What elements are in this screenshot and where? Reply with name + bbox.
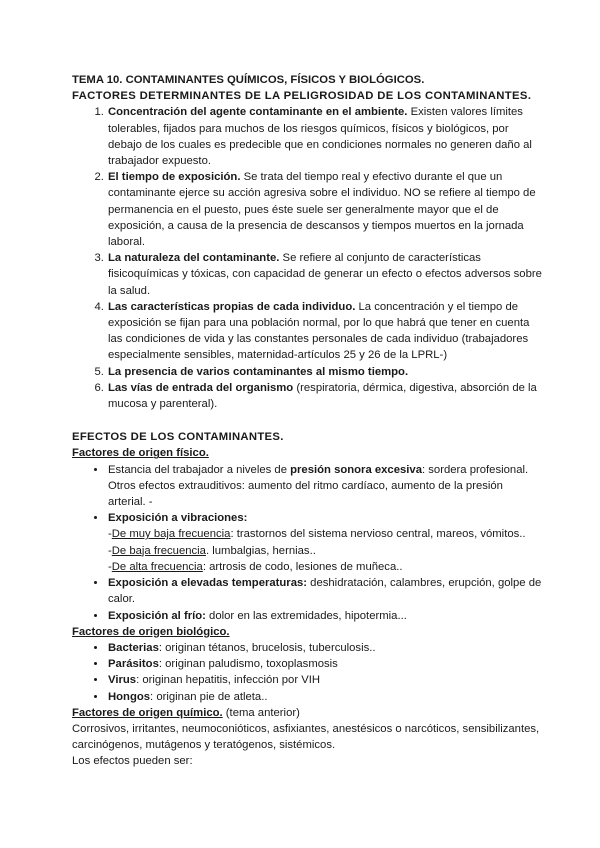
vibration-prefix: - [108, 528, 112, 541]
vibration-effects: : trastornos del sistema nervioso central, mareos, vómitos.. [230, 528, 526, 541]
factor-bold: Las vías de entrada del organismo [108, 381, 294, 394]
document-title: TEMA 10. CONTAMINANTES QUÍMICOS, FÍSICOS Y BIOLÓGICOS. [72, 74, 425, 86]
biological-item [107, 672, 542, 688]
noise-item [107, 462, 542, 511]
vibration-line [108, 526, 542, 542]
chemical-last-line: Los efectos pueden ser: [72, 755, 193, 768]
biological-item [107, 656, 542, 672]
biological-text: : originan paludismo, toxoplasmosis [158, 658, 338, 671]
biological-item [107, 689, 542, 705]
chemical-heading: Factores de origen químico. [72, 706, 223, 719]
cold-item [107, 608, 542, 624]
section-spacer [72, 412, 542, 429]
vibration-line [108, 559, 542, 575]
biological-text: : originan pie de atleta.. [150, 690, 268, 703]
vibrations-bold: Exposición a vibraciones: [108, 512, 248, 525]
biological-text: : originan tétanos, brucelosis, tuberculosis.. [158, 641, 376, 654]
biological-list [72, 640, 542, 705]
factor-item [107, 364, 542, 380]
factor-text: Se trata del tiempo real y efectivo durante el que un contaminante ejerce su acción agresiva sobre el individuo. NO se refiere al tiempo de permanencia en el puesto, pues éste suele ser generalmente mayor que el de exposición, a causa de la presencia de descansos y tiempos muertos en la jornada laboral. [108, 171, 536, 249]
cold-text: dolor en las extremidades, hipotermia... [205, 609, 407, 622]
biological-item [107, 640, 542, 656]
effects-heading: EFECTOS DE LOS CONTAMINANTES. [72, 431, 284, 444]
factor-item [107, 380, 542, 412]
heat-item [107, 575, 542, 607]
vibration-prefix: - [108, 544, 112, 557]
vibration-effects: : artrosis de codo, lesiones de muñeca.. [202, 560, 403, 573]
vibrations-item [107, 510, 542, 575]
document-subtitle: FACTORES DETERMINANTES DE LA PELIGROSIDAD DE LOS CONTAMINANTES. [72, 90, 532, 103]
factor-bold: Las características propias de cada individuo. [108, 300, 356, 313]
chemical-note: (tema anterior) [222, 706, 300, 719]
factor-text: (respiratoria, dérmica, digestiva, absorción de la mucosa y parenteral). [108, 381, 537, 411]
biological-bold: Bacterias [108, 641, 159, 654]
factor-text: Se refiere al conjunto de características fisicoquímicas y tóxicas, con capacidad de generar un efecto o efectos adversos sobre la salud. [108, 252, 542, 297]
factor-bold: La naturaleza del contaminante. [108, 252, 280, 265]
factor-bold: La presencia de varios contaminantes al mismo tiempo. [108, 365, 409, 378]
heat-bold: Exposición a elevadas temperaturas: [108, 577, 308, 590]
biological-bold: Virus [108, 674, 137, 687]
chemical-heading-line [72, 705, 542, 721]
noise-extra: Otros efectos extrauditivos: aumento del ritmo cardíaco, aumento de la presión arterial. - [108, 479, 503, 509]
vibration-line [108, 543, 542, 559]
biological-text: : originan hepatitis, infección por VIH [136, 674, 321, 687]
cold-bold: Exposición al frío: [108, 609, 206, 622]
factor-bold: Concentración del agente contaminante en el ambiente. [108, 106, 408, 119]
factor-bold: El tiempo de exposición. [108, 171, 241, 184]
document-page [72, 72, 542, 770]
heat-text: deshidratación, calambres, erupción, golpe de calor. [108, 577, 542, 606]
factor-item [107, 250, 542, 299]
noise-post: : sordera profesional. [422, 463, 529, 476]
factor-text: Existen valores límites tolerables, fijados para muchos de los riesgos químicos, físicos y biológicos, por debajo de los cuales es predecible que en condiciones normales no generen daño al trabajador expuesto. [108, 106, 532, 168]
physical-heading: Factores de origen físico. [72, 447, 209, 460]
noise-pre: Estancia del trabajador a niveles de [108, 463, 291, 476]
factor-item [107, 299, 542, 364]
vibration-frequency: De alta frecuencia [111, 560, 203, 573]
noise-bold: presión sonora excesiva [290, 463, 422, 476]
vibration-prefix: - [108, 560, 112, 573]
factor-item [107, 104, 542, 169]
vibration-frequency: De baja frecuencia [111, 544, 206, 557]
biological-heading: Factores de origen biológico. [72, 625, 230, 638]
factor-item [107, 169, 542, 250]
factor-text: La concentración y el tiempo de exposición se fijan para una población normal, por lo que habrá que tener en cuenta las condiciones de vida y las constantes personales de cada individuo (trabajadores especialmente sensibles, maternidad-artículos 25 y 26 de la LPRL-) [108, 300, 530, 362]
chemical-paragraph: Corrosivos, irritantes, neumoconióticos, asfixiantes, anestésicos o narcóticos, sensibilizantes, carcinógenos, mutágenos y teratógenos, sistémicos. [72, 722, 540, 752]
physical-list [72, 462, 542, 624]
vibration-frequency: De muy baja frecuencia [111, 528, 231, 541]
biological-bold: Hongos [108, 690, 151, 703]
factors-list [72, 104, 542, 412]
biological-bold: Parásitos [108, 658, 159, 671]
vibration-effects: . lumbalgias, hernias.. [205, 544, 316, 557]
